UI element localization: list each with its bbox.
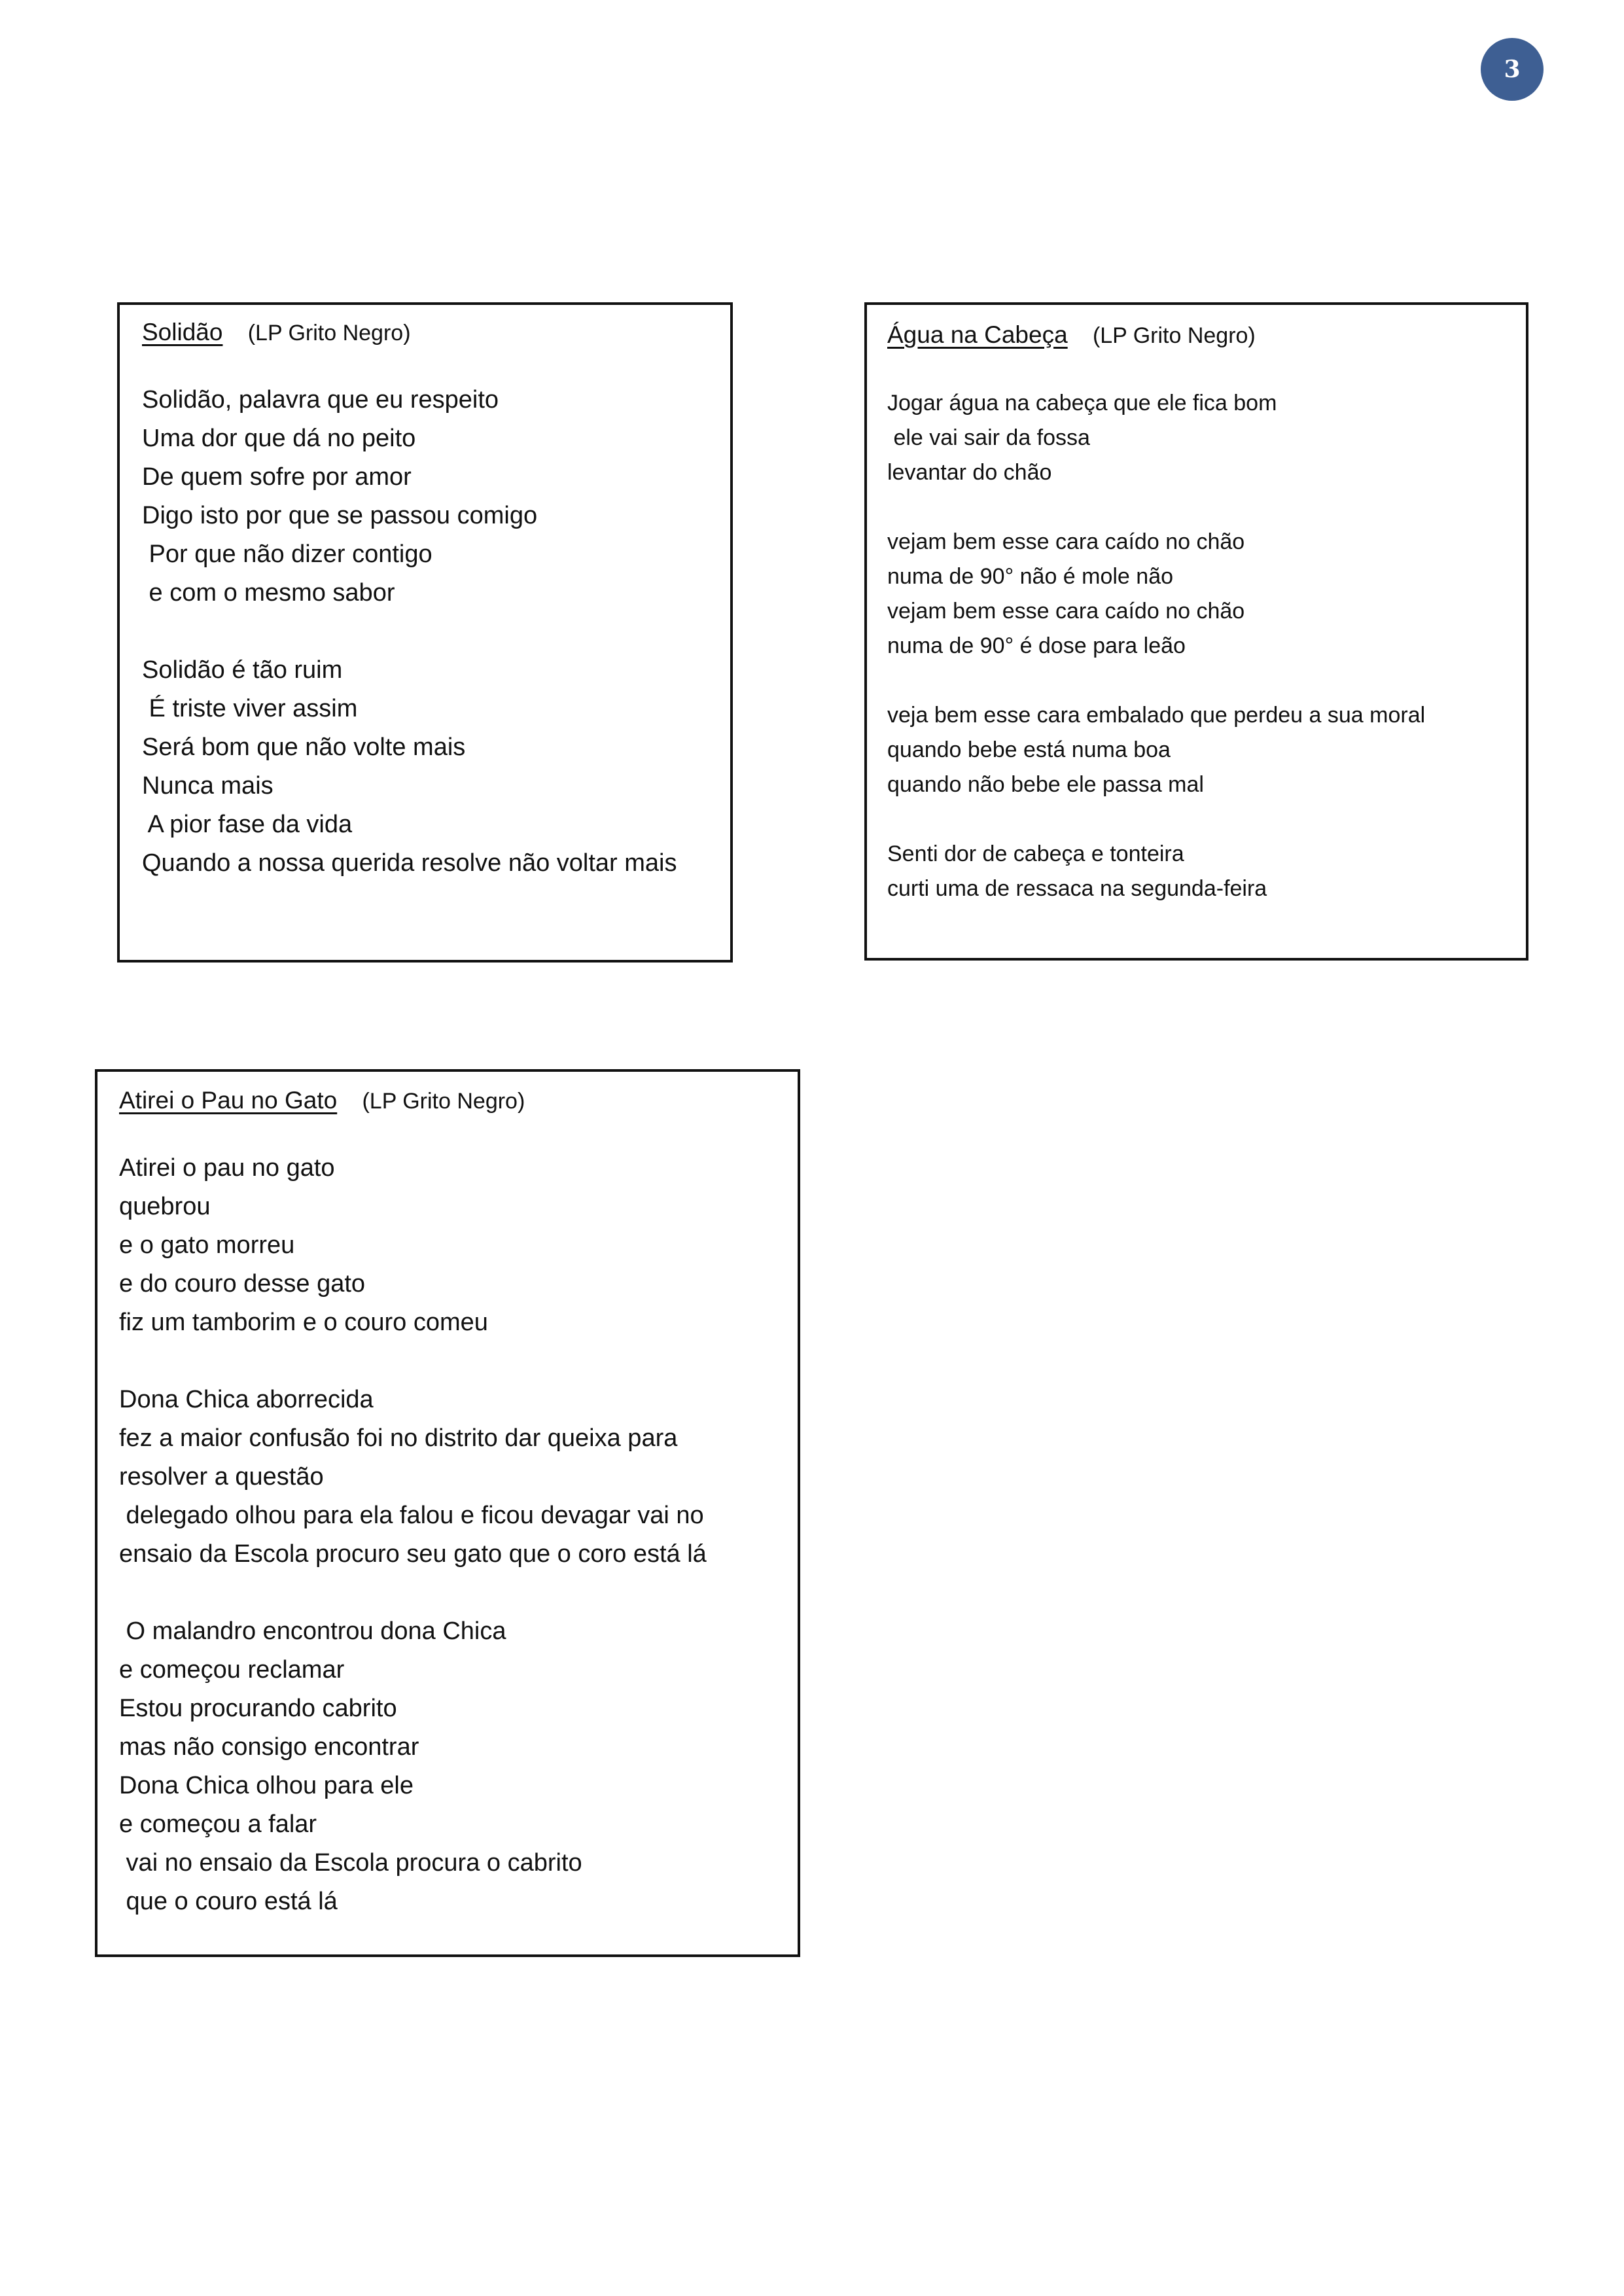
song-title: Água na Cabeça — [887, 321, 1068, 348]
song-box-atirei-o-pau-no-gato — [95, 1069, 800, 1957]
song-header — [887, 321, 1508, 349]
song-box-solidao — [117, 302, 733, 963]
song-source: (LP Grito Negro) — [247, 321, 411, 345]
song-lyrics: Atirei o pau no gato quebrou e o gato morreu e do couro desse gato fiz um tamborim e o couro comeu Dona Chica aborrecida fez a maior confusão foi no distrito dar queixa para resolver a questão delegado olhou para ela falou e ficou devagar vai no ensaio da Escola procuro seu gato que o coro está lá O malandro encontrou dona Chica e começou reclamar Estou procurando cabrito mas não consigo encontrar Dona Chica olhou para ele e começou a falar vai no ensaio da Escola procura o cabrito que o couro está lá — [119, 1154, 707, 1916]
page-number-badge: 3 — [1481, 38, 1544, 101]
song-title: Atirei o Pau no Gato — [119, 1087, 338, 1114]
song-source: (LP Grito Negro) — [362, 1089, 525, 1114]
song-box-agua-na-cabeca — [864, 302, 1528, 961]
song-source: (LP Grito Negro) — [1092, 323, 1256, 348]
song-title: Solidão — [142, 319, 223, 345]
song-header — [142, 318, 712, 347]
song-lyrics: Jogar água na cabeça que ele fica bom ele vai sair da fossa levantar do chão vejam bem esse cara caído no chão numa de 90° não é mole não vejam bem esse cara caído no chão numa de 90° é dose para leão veja bem esse cara embalado que perdeu a sua moral quando bebe está numa boa quando não bebe ele passa mal Senti dor de cabeça e tonteira curti uma de ressaca na segunda-feira — [887, 391, 1426, 902]
song-lyrics: Solidão, palavra que eu respeito Uma dor que dá no peito De quem sofre por amor Digo isto por que se passou comigo Por que não dizer contigo e com o mesmo sabor Solidão é tão ruim É triste viver assim Será bom que não volte mais Nunca mais A pior fase da vida Quando a nossa querida resolve não voltar mais — [142, 386, 677, 877]
song-header — [119, 1086, 779, 1115]
